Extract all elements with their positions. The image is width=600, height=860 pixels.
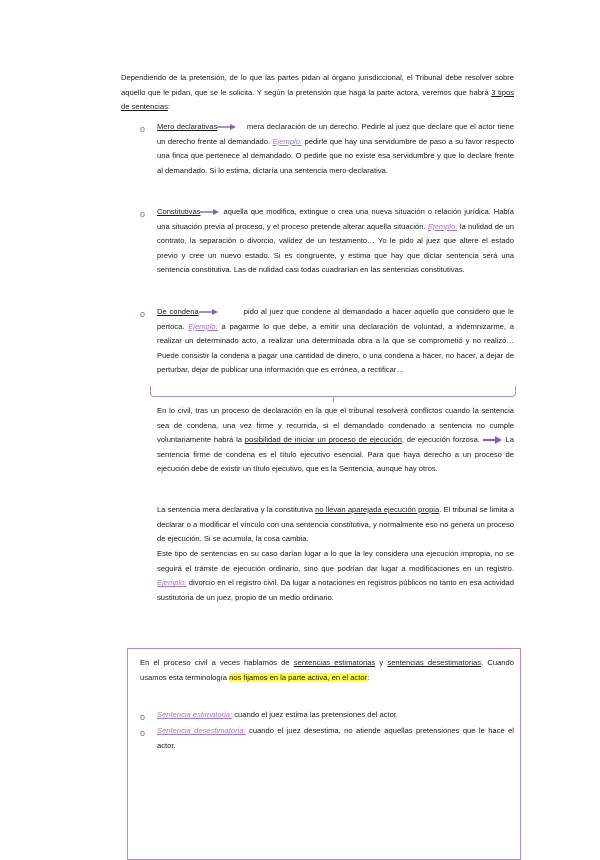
item-term: Constitutivas xyxy=(157,207,201,216)
intro-end: : xyxy=(167,102,170,112)
right-arrow-icon xyxy=(200,207,220,217)
mera-text-b: . El tribunal se limita a declarar o a modificar el vínculo con una sentencia constitutiva, y normalmente eso no genera un proceso de ejecución. Si se acumula, la cosa cambia. xyxy=(157,505,514,544)
hollow-circle-icon: o xyxy=(140,712,146,722)
box-highlight: nos fijamos en la parte activa, en el actor xyxy=(229,672,368,682)
box-item-text: cuando el juez desestima, no atiende aquellas pretensiones que le hace el actor. xyxy=(157,726,514,750)
item-text-after: la nulidad de un contrato, la separación o divorcio, validez de un testamento… Yo le pido al juez que altere el estado previo y cree un nuevo estado. Si es congruente, y estima que hay que dictar sentencia será una sentencia constitutiva. Las de nulidad casi todas cuadrarían en las sentencias constitutivas. xyxy=(157,221,514,275)
list-item-mero-declarativas xyxy=(157,120,514,178)
box-item-label: Sentencia estimatoria: xyxy=(157,710,233,719)
mera-text-d: divorcio en el registro civil. Da lugar a notaciones en registros públicos no tanto en esa actividad sustitutoria de un juez, propio de un medio ordinario. xyxy=(157,578,514,602)
hollow-circle-icon: o xyxy=(140,728,146,738)
mera-text-a: La sentencia mera declarativa y la constitutiva xyxy=(157,505,316,514)
item-term: Mero declarativas xyxy=(157,122,218,131)
civil-text-b: , de ejecución forzosa. xyxy=(401,435,483,445)
box-text-a: En el proceso civil a veces hablamos de xyxy=(140,658,294,667)
box-text-c: . Cuando usamos esta terminología xyxy=(140,658,514,682)
box-text-d: : xyxy=(367,672,370,682)
hollow-circle-icon: o xyxy=(140,309,146,319)
box-text-b: y xyxy=(375,658,388,667)
civil-paragraph xyxy=(157,404,514,477)
item-text-after: pedirle que hay una servidumbre de paso a su favor respecto una finca que pertenece al demandado. O pedirle que no existe esa servidumbre y que lo declare frente al demandado. Si lo estima, dictaría una sentencia mero-declarativa. xyxy=(157,136,514,175)
box-underlined-2: sentencias desestimatorias xyxy=(387,658,482,667)
intro-text: Dependiendo de la pretensión, de lo que las partes pidan al órgano jurisdiccional, el Tribunal debe resolver sobre aquello que le pidan, que se le solicita. Y según la pretensión que haga la parte actora, veremos que habrá xyxy=(121,73,514,97)
example-label: Ejemplo: xyxy=(188,321,218,331)
civil-text-c: La sentencia firme de condena es el título ejecutivo esencial. Para que haya derecho a un proceso de ejecución debe de existir un título ejecutivo, que es la Sentencia, aunque hay otros. xyxy=(157,435,514,474)
hollow-circle-icon: o xyxy=(140,124,146,134)
mera-underlined: no llevan aparejada ejecución propia xyxy=(315,505,440,514)
list-item-constitutivas xyxy=(157,205,514,278)
right-arrow-icon xyxy=(217,122,237,132)
right-arrow-icon xyxy=(199,307,219,317)
civil-underlined: posibilidad de iniciar un proceso de ejecución xyxy=(244,435,402,445)
box-list-item-estimatoria xyxy=(157,708,514,723)
box-item-text: cuando el juez estima las pretensiones del actor. xyxy=(232,710,399,719)
item-text: pido al juez que condene al demandado a hacer aquello que considero que le pertoca. xyxy=(157,307,514,331)
right-arrow-icon xyxy=(483,435,503,445)
example-label: Ejemplo: xyxy=(157,578,187,588)
box-paragraph xyxy=(140,656,514,685)
item-text: mera declaración de un derecho. Pedirle al juez que declare que el actor tiene un derecho frente al demandado. xyxy=(157,122,514,146)
list-item-de-condena xyxy=(157,305,514,378)
mera-text-c: Este tipo de sentencias en su caso darían lugar a lo que la ley considera una ejecución impropia, no se seguirá el trámite de ejecución ordinario, sino que podrían dar lugar a modificaciones en un registro. xyxy=(157,549,514,573)
hollow-circle-icon: o xyxy=(140,209,146,219)
item-term: De condena xyxy=(157,307,199,316)
item-text: aquella que modifica, extingue o crea una nueva situación o relación jurídica. Había una situación previa al proceso, y el proceso pretende alterar aquella situación. xyxy=(157,207,514,231)
example-label: Ejemplo: xyxy=(272,136,303,146)
box-underlined-1: sentencias estimatorias xyxy=(293,658,376,667)
intro-paragraph xyxy=(121,71,514,115)
mera-paragraph xyxy=(157,503,514,547)
box-list-item-desestimatoria xyxy=(157,724,514,753)
intro-underlined: 3 tipos de sentencias xyxy=(121,87,514,112)
impropia-paragraph xyxy=(157,547,514,605)
example-label: Ejemplo: xyxy=(427,221,458,231)
box-item-label: Sentencia desestimatoria: xyxy=(157,726,246,735)
item-text-after: a pagarme lo que debe, a emitir una declaración de voluntad, a indemnizarme, a realizar un determinado acto, a realizar una determinada obra a la que se comprometió y no realizó… Puede consistir la condena a pagar una cantidad de dinero, o una condena a hacer, no hacer, a dejar de perturbar, dejar de publicar una información que es errónea, a rectificar… xyxy=(157,321,514,375)
bracket-tick xyxy=(333,396,334,402)
civil-text-a: En lo civil, tras un proceso de declaración en la que el tribunal resolverá conflictos cuando la sentencia sea de condena, una vez firme y recurrida, si el demandado condenado a sentencia no cumple voluntariamente habrá la xyxy=(157,406,514,445)
